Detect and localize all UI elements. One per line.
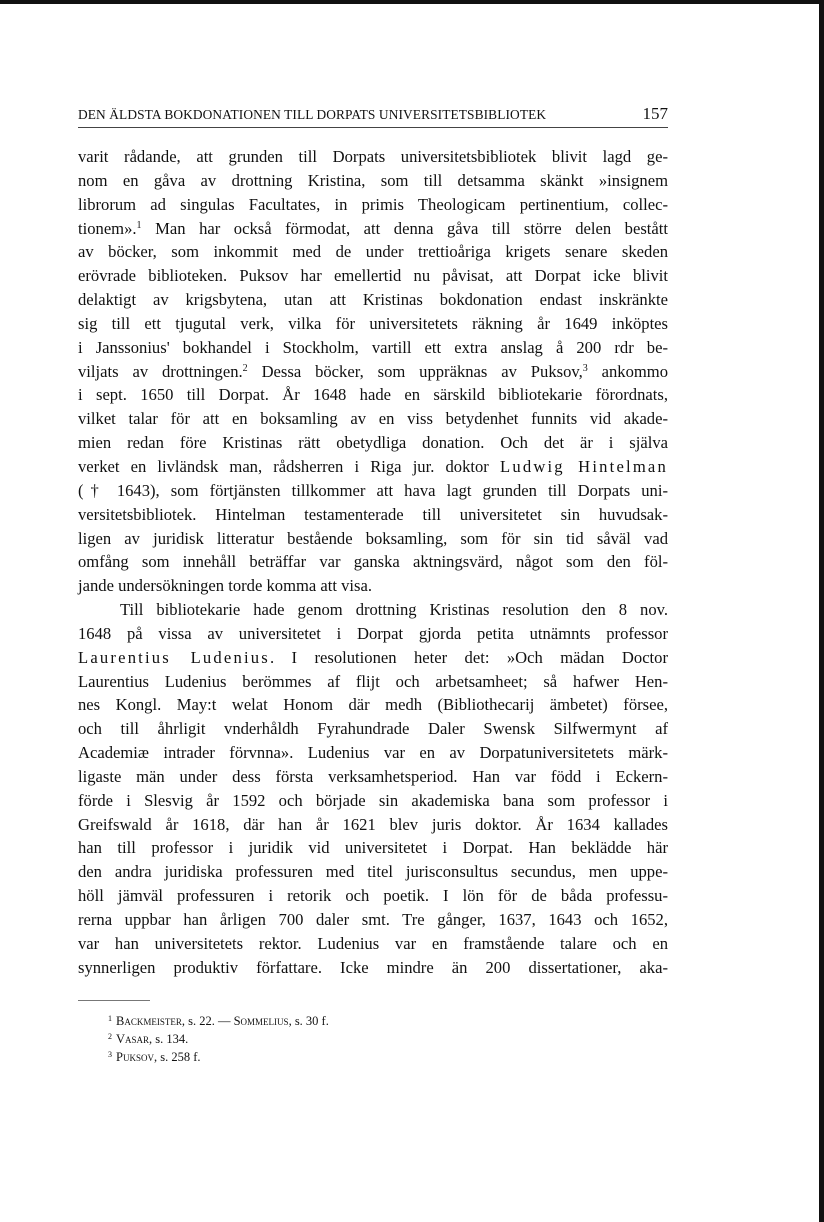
text-run: ligen av juridisk litteratur bestående boksamling, som för sin tid såväl vad	[78, 528, 668, 548]
text-run: , s. 22. —	[181, 1014, 234, 1028]
text-run: , s. 258 f.	[153, 1050, 201, 1064]
page-number: 157	[642, 104, 668, 123]
text-run: förde i Slesvig år 1592 och började sin akademiska bana som professor i	[78, 790, 668, 810]
footnote-number: 1	[108, 1014, 112, 1023]
text-line	[78, 670, 668, 694]
text-run: Academiæ intrader förvnna». Ludenius var en av Dorpatuniversitetets märk-	[78, 743, 668, 763]
spaced-name: Laurentius Ludenius	[78, 647, 270, 667]
text-run: omfång som innehåll beträffar var ganska aktningsvärd, något som den föl-	[78, 552, 668, 572]
text-run: ligaste män under dess första verksamhetsperiod. Han var född i Eckern-	[78, 766, 668, 786]
text-run: av böcker, som inkommit med de under trettioåriga krigets senare skeden	[78, 242, 668, 262]
text-line	[78, 431, 668, 455]
text-line	[78, 765, 668, 789]
text-line	[78, 789, 668, 813]
text-run: erövrade biblioteken. Puksov har emellertid nu påvisat, att Dorpat icke blivit	[78, 266, 668, 286]
body-text	[78, 145, 668, 980]
text-run: i Janssonius' bokhandel i Stockholm, vartill ett extra anslag å 200 rdr be-	[78, 337, 668, 357]
text-run: Puksov	[116, 1050, 154, 1064]
scan-right-border	[819, 0, 824, 1222]
text-run: tionem».	[78, 218, 137, 238]
footnote-reference: 1	[136, 219, 142, 231]
text-run: rerna uppbar han årligen 700 daler smt. Tre gånger, 1637, 1643 och 1652,	[78, 910, 668, 929]
text-line	[78, 574, 668, 598]
text-line	[78, 932, 668, 956]
text-run: , s. 30 f.	[288, 1014, 329, 1028]
text-line	[78, 145, 668, 169]
text-run: Vasar	[116, 1032, 150, 1046]
text-run: Till bibliotekarie hade genom drottning Kristinas resolution den 8 nov.	[120, 600, 668, 620]
scan-top-border	[0, 0, 824, 4]
text-line	[78, 360, 668, 384]
text-run: Laurentius Ludenius berömmes af flijt och arbetsamheet; så hafwer Hen-	[78, 671, 668, 691]
running-title: DEN ÄLDSTA BOKDONATIONEN TILL DORPATS UNIVERSITETSBIBLIOTEK	[78, 107, 547, 122]
text-line	[78, 550, 668, 574]
text-run: Man har också förmodat, att denna gåva till större delen bestått	[141, 218, 668, 238]
text-line	[78, 264, 668, 288]
text-line	[78, 956, 668, 980]
text-line	[78, 717, 668, 741]
text-line	[78, 312, 668, 336]
text-run: verket en livländsk man, rådsherren i Riga jur. doktor	[78, 456, 500, 476]
text-line	[78, 860, 668, 884]
text-line	[78, 693, 668, 717]
text-run: Dessa böcker, som uppräknas av Puksov,	[247, 361, 583, 381]
footnote-number: 3	[108, 1050, 112, 1059]
text-run: delaktigt av krigsbytena, utan att Kristinas bokdonation endast inskränkte	[78, 290, 668, 310]
text-line	[78, 336, 668, 360]
text-run: , s. 134.	[149, 1032, 189, 1046]
text-line	[78, 527, 668, 551]
text-run: nes Kongl. May:t welat Honom där medh (Bibliothecarij ämbetet) försee,	[78, 695, 668, 715]
text-line	[78, 169, 668, 193]
footnotes	[108, 1012, 329, 1066]
header-rule	[78, 127, 668, 128]
text-run: sig till ett tjugutal verk, vilka för universitetets räkning år 1649 inköptes	[78, 313, 668, 333]
text-line	[78, 622, 668, 646]
page-header	[78, 104, 668, 126]
text-run: jande undersökningen torde komma att visa.	[78, 576, 373, 596]
text-run: den andra juridiska professuren med titel jurisconsultus secundus, men uppe-	[78, 862, 668, 882]
text-line	[78, 908, 668, 932]
text-run: vilket talar för att en boksamling av en viss betydenhet funnits vid akade-	[78, 409, 668, 429]
footnote	[108, 1048, 329, 1066]
text-line	[78, 407, 668, 431]
text-line	[78, 503, 668, 527]
text-run: varit rådande, att grunden till Dorpats universitetsbibliotek blivit lagd ge-	[78, 147, 668, 166]
footnote	[108, 1030, 329, 1048]
spaced-name: Ludwig Hintelman	[499, 456, 668, 476]
text-run: synnerligen produktiv författare. Icke mindre än 200 dissertationer, aka-	[78, 957, 668, 977]
text-run: i sept. 1650 till Dorpat. År 1648 hade en särskild bibliotekarie förordnats,	[78, 385, 668, 405]
text-run: 1648 på vissa av universitetet i Dorpat gjorda petita utnämnts professor	[78, 623, 668, 643]
text-run: nom en gåva av drottning Kristina, som till detsamma skänkt »insignem	[78, 170, 668, 190]
text-run: versitetsbibliotek. Hintelman testamenterade till universitetet sin huvudsak-	[78, 504, 668, 524]
text-run: ankommo	[587, 361, 669, 381]
text-line	[78, 217, 668, 241]
text-run: Backmeister	[116, 1014, 182, 1028]
text-line	[78, 193, 668, 217]
text-line	[78, 646, 668, 670]
footnote-number: 2	[108, 1032, 112, 1041]
text-run: († 1643), som förtjänsten tillkommer att hava lagt grunden till Dorpats uni-	[78, 480, 668, 500]
text-run: han till professor i juridik vid universitetet i Dorpat. Han beklädde här	[78, 838, 668, 858]
text-run: librorum ad singulas Facultates, in primis Theologicam pertinentium, collec-	[78, 194, 668, 214]
text-run: mien redan före Kristinas rätt obetydliga donation. Och det är i själva	[78, 433, 668, 453]
text-run: . I resolutionen heter det: »Och mädan Doctor	[269, 647, 668, 667]
text-run: och till åhrligit vnderhåldh Fyrahundrade Daler Swensk Silfwermynt af	[78, 719, 668, 739]
text-run: höll jämväl professuren i retorik och poetik. I lön för de båda professu-	[78, 886, 668, 906]
text-run: Sommelius	[233, 1014, 289, 1028]
text-line	[78, 884, 668, 908]
footnote-reference: 2	[242, 362, 248, 374]
text-line	[78, 598, 668, 622]
footnote	[108, 1012, 329, 1030]
text-run: Greifswald år 1618, där han år 1621 blev juris doktor. År 1634 kallades	[78, 814, 668, 834]
text-line	[78, 240, 668, 264]
text-run: viljats av drottningen.	[78, 361, 243, 381]
text-line	[78, 836, 668, 860]
text-line	[78, 741, 668, 765]
text-line	[78, 288, 668, 312]
text-run: var han universitetets rektor. Ludenius var en framstående talare och en	[78, 933, 668, 953]
text-line	[78, 455, 668, 479]
text-line	[78, 813, 668, 837]
text-line	[78, 383, 668, 407]
text-line	[78, 479, 668, 503]
footnote-rule	[78, 1000, 150, 1001]
footnote-reference: 3	[582, 362, 588, 374]
